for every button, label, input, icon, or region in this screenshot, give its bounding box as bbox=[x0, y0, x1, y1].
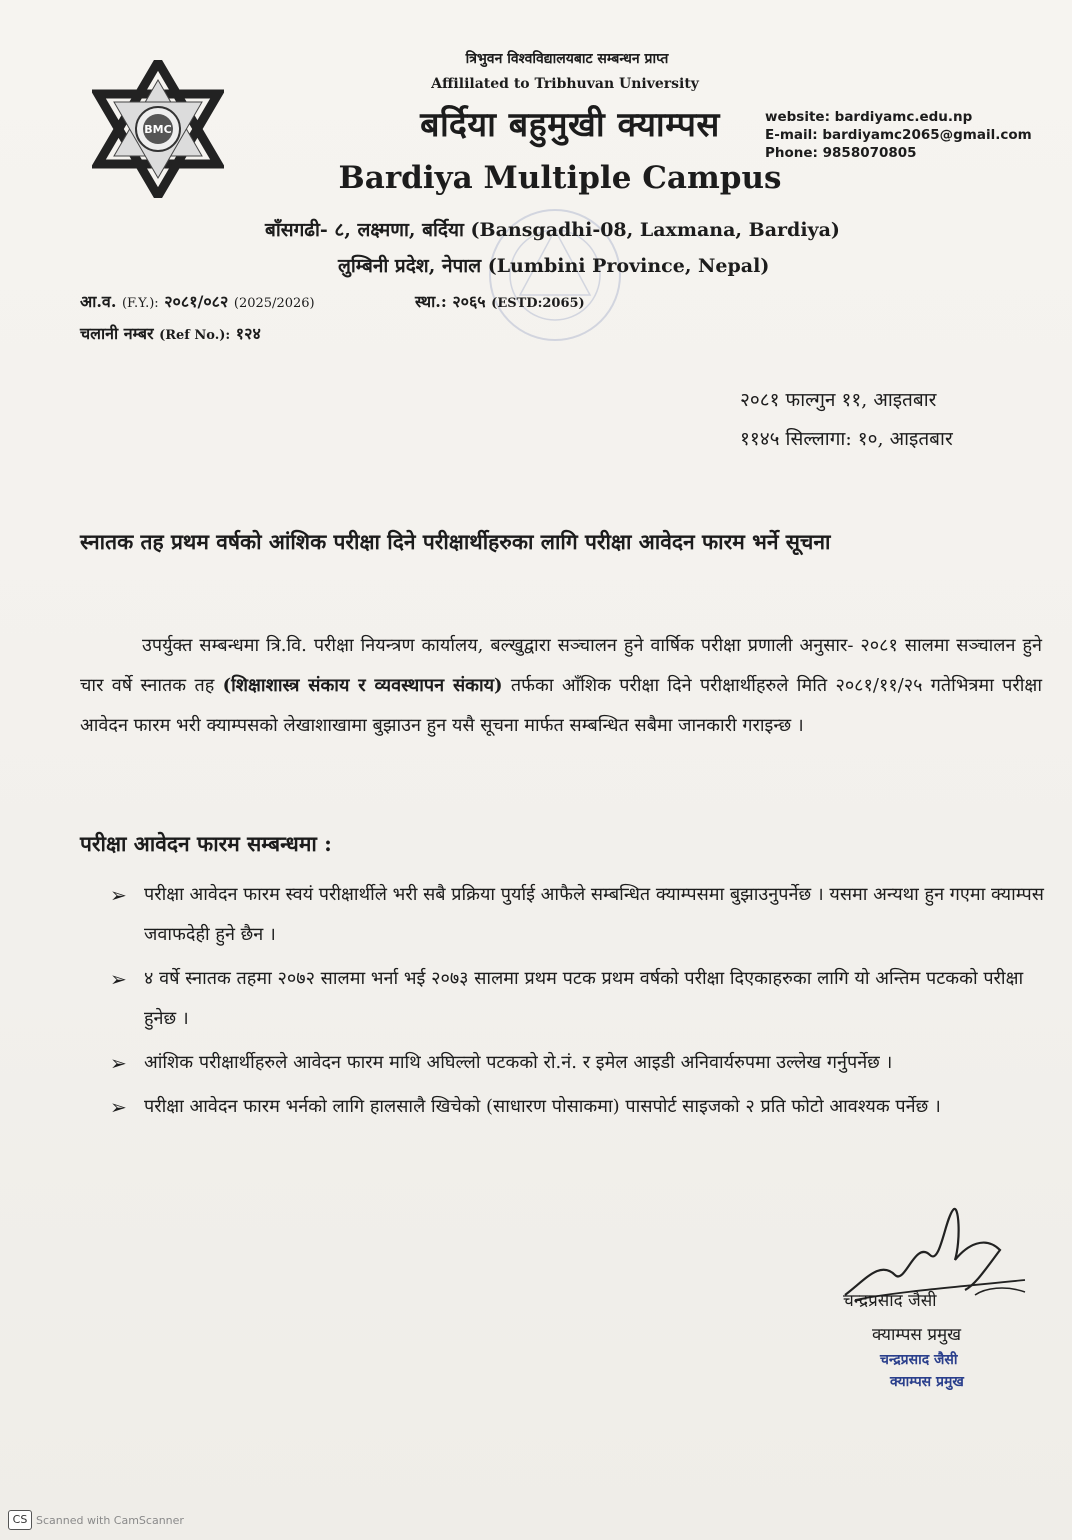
stamp-title: क्याम्पस प्रमुख bbox=[890, 1374, 964, 1390]
fy-label-en: (F.Y.): bbox=[121, 296, 159, 311]
website-text[interactable]: website: bardiyamc.edu.np bbox=[765, 109, 973, 125]
list-item-text: आंशिक परीक्षार्थीहरुले आवेदन फारम माथि अघिल्लो पटकको रो.नं. र इमेल आइडी अनिवार्यरुपमा उल्लेख गर्नुपर्नेछ । bbox=[144, 1052, 893, 1073]
fy-value-en: (2025/2026) bbox=[233, 296, 315, 311]
campus-name-english: Bardiya Multiple Campus bbox=[338, 160, 782, 196]
signatory-name: चन्द्रप्रसाद जैसी bbox=[843, 1291, 937, 1311]
instruction-list bbox=[110, 875, 1045, 1131]
list-item-text: परीक्षा आवेदन फारम स्वयं परीक्षार्थीले भरी सबै प्रक्रिया पुर्याई आफैले सम्बन्धित क्याम्पसमा बुझाउनुपर्नेछ । यसमा अन्यथा हुन गएमा क्याम्पस जवाफदेही हुने छैन । bbox=[144, 884, 1044, 945]
estd-label: स्था.: २०६५ bbox=[415, 292, 492, 311]
estd-en: (ESTD:2065) bbox=[491, 296, 585, 311]
fy-value: २०८१/०८२ bbox=[158, 292, 234, 311]
list-item-text: ४ वर्षे स्नातक तहमा २०७२ सालमा भर्ना भई २०७३ सालमा प्रथम पटक प्रथम वर्षको परीक्षा दिएकाहरुका लागि यो अन्तिम पटकको परीक्षा हुनेछ । bbox=[144, 968, 1024, 1029]
arrow-bullet-icon: ➢ bbox=[110, 1051, 127, 1075]
list-item-text: परीक्षा आवेदन फारम भर्नको लागि हालसालै खिचेको (साधारण पोसाकमा) पासपोर्ट साइजको २ प्रति फोटो आवश्यक पर्नेछ । bbox=[144, 1096, 941, 1117]
phone-text: Phone: 9858070805 bbox=[765, 145, 917, 161]
body-part-2: तर्फका आँशिक परीक्षा दिने परीक्षार्थीहरुले मिति २०८१/११/२५ गतेभित्रमा परीक्षा आवेदन फारम भरी क्याम्पसको लेखाशाखामा बुझाउन हुन यसै सूचना मार्फत सम्बन्धित सबैमा जानकारी गराइन्छ । bbox=[80, 675, 1042, 736]
affiliation-english: Affililated to Tribhuvan University bbox=[431, 76, 699, 92]
body-bold: (शिक्षाशास्त्र संकाय र व्यवस्थापन संकाय) bbox=[222, 675, 503, 696]
ref-value: १२४ bbox=[230, 324, 261, 343]
logo-text: BMC bbox=[144, 123, 172, 136]
stamp-name: चन्द्रप्रसाद जैसी bbox=[880, 1352, 958, 1368]
arrow-bullet-icon: ➢ bbox=[110, 1095, 127, 1119]
address-line-1: बाँसगढी- ८, लक्ष्मणा, बर्दिया (Bansgadhi-08, Laxmana, Bardiya) bbox=[265, 219, 840, 241]
section-heading: परीक्षा आवेदन फारम सम्बन्धमा : bbox=[80, 831, 332, 856]
date-line-2: ११४५ सिल्लागा: १०, आइतबार bbox=[740, 428, 953, 450]
address-line-2: लुम्बिनी प्रदेश, नेपाल (Lumbini Province, Nepal) bbox=[338, 255, 770, 277]
email-text[interactable]: E-mail: bardiyamc2065@gmail.com bbox=[765, 127, 1032, 143]
list-item bbox=[110, 959, 1045, 1039]
fy-label: आ.व. bbox=[80, 292, 122, 311]
campus-logo-icon bbox=[92, 60, 224, 198]
notice-title: स्नातक तह प्रथम वर्षको आंशिक परीक्षा दिने परीक्षार्थीहरुका लागि परीक्षा आवेदन फारम भर्ने सूचना bbox=[80, 529, 831, 554]
fiscal-year bbox=[80, 290, 315, 312]
body-part-1: उपर्युक्त सम्बन्धमा त्रि.वि. परीक्षा नियन्त्रण कार्यालय, बल्खुद्वारा सञ्चालन हुने वार्षिक परीक्षा प्रणाली अनुसार- २०८१ सालमा सञ्चालन हुने चार वर्षे स्नातक तह bbox=[80, 635, 1042, 696]
ref-label-en: (Ref No.): bbox=[159, 328, 231, 343]
signatory-title: क्याम्पस प्रमुख bbox=[872, 1325, 962, 1345]
contact-block bbox=[765, 108, 1032, 162]
notice-body bbox=[80, 626, 1042, 746]
established bbox=[415, 290, 585, 312]
affiliation-nepali: त्रिभुवन विश्वविद्यालयबाट सम्बन्धन प्राप्त bbox=[465, 51, 669, 67]
scanner-footer: Scanned with CamScanner bbox=[36, 1514, 184, 1527]
arrow-bullet-icon: ➢ bbox=[110, 883, 127, 907]
list-item bbox=[110, 1043, 1045, 1083]
list-item bbox=[110, 875, 1045, 955]
ref-label: चलानी नम्बर bbox=[80, 324, 160, 343]
arrow-bullet-icon: ➢ bbox=[110, 967, 127, 991]
campus-name-nepali: बर्दिया बहुमुखी क्याम्पस bbox=[420, 105, 720, 145]
date-line-1: २०८१ फाल्गुन ११, आइतबार bbox=[740, 389, 937, 411]
reference-number bbox=[80, 322, 261, 344]
camscanner-icon: CS bbox=[8, 1510, 32, 1530]
list-item bbox=[110, 1087, 1045, 1127]
